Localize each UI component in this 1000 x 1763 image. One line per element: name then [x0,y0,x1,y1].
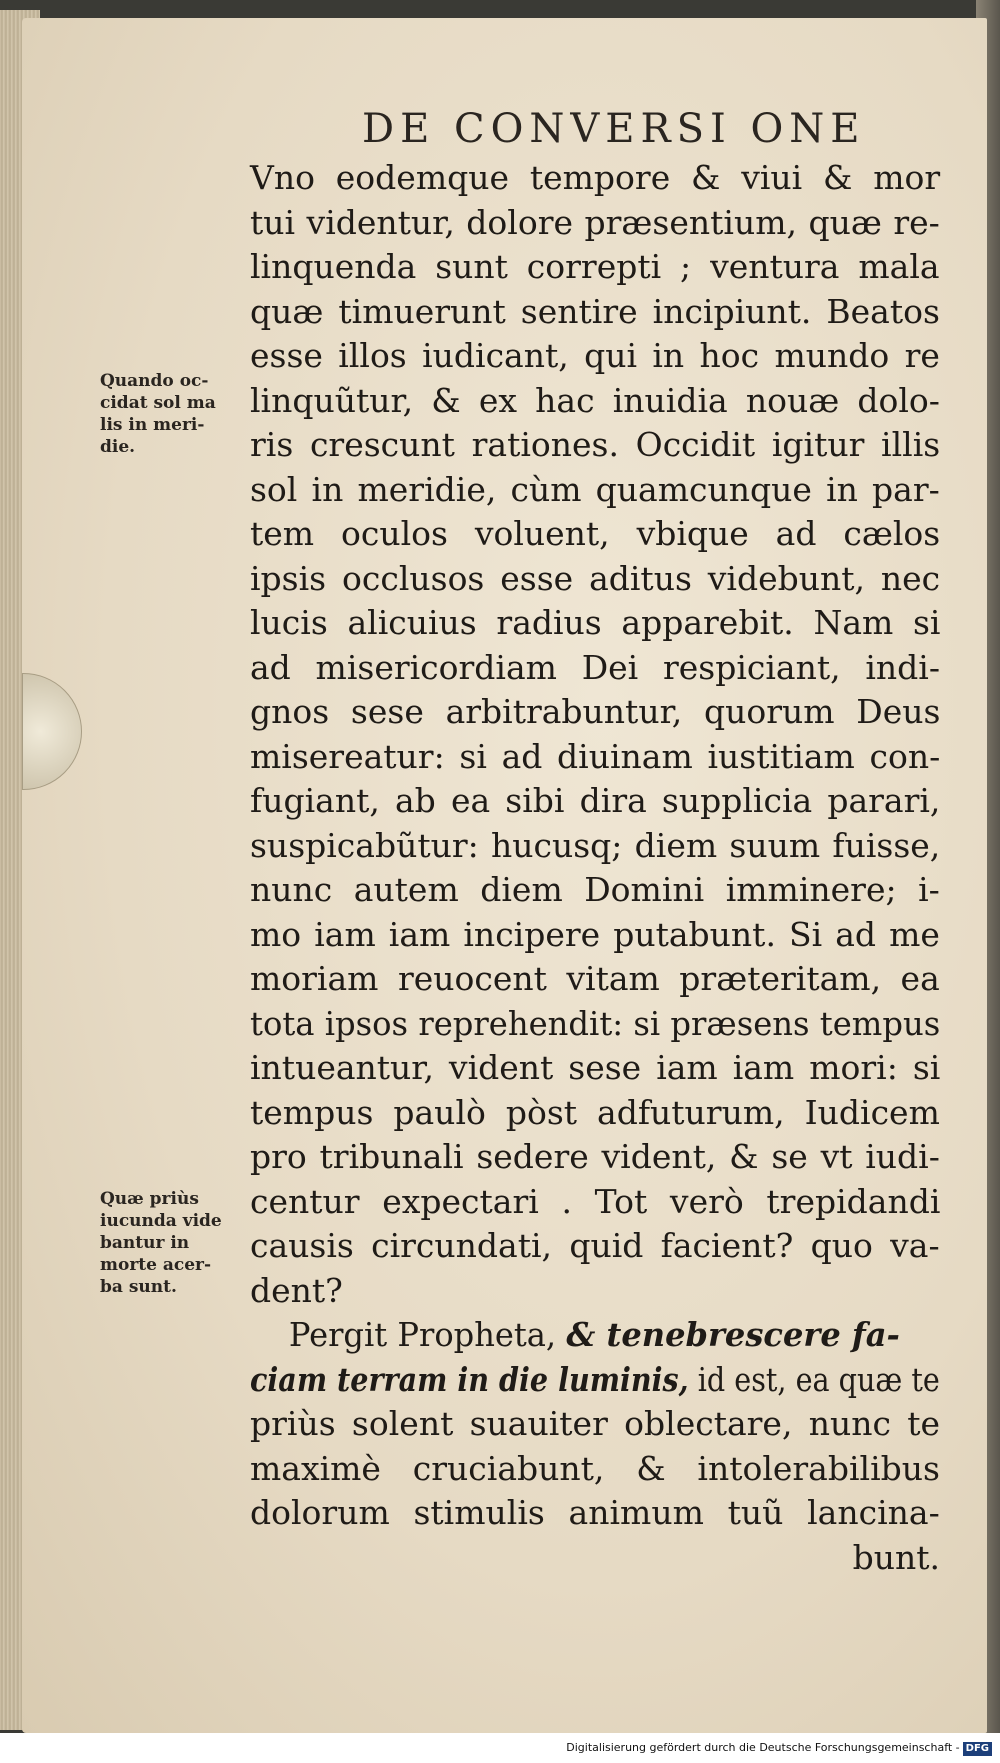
text-line: centur expectari . Tot verò trepidandi [250,1181,941,1221]
text-line: nunc autem diem Domini imminere; i- [250,870,940,909]
book-page [22,18,987,1733]
italic-quote: & tenebrescere fa- [566,1315,900,1354]
margin-note-line: cidat sol ma [100,393,216,413]
footer-credit-text: Digitalisierung gefördert durch die Deutsche Forschungsgemeinschaft - [566,1741,960,1754]
text-run: Pergit Propheta, [288,1315,567,1354]
text-line: maximè cruciabunt, & intolerabilibus [250,1448,940,1488]
text-line: tempus paulò pòst adfuturum, Iudicem [250,1092,940,1132]
text-line: ris crescunt rationes. Occidit igitur illis [250,425,941,464]
main-text [250,156,940,1580]
text-line: esse illos iudicant, qui in hoc mundo re [250,336,940,375]
text-line: linquenda sunt correpti ; ventura mala [250,247,940,286]
text-line: tem oculos voluent, vbique ad cælos [250,514,941,553]
text-line: tota ipsos reprehendit: si præsens tempus [250,1003,941,1043]
text-line: priùs solent suauiter oblectare, nunc te [250,1404,941,1443]
margin-note-line: Quando oc- [100,371,209,391]
margin-note-line: lis in meri- [100,415,205,435]
text-line: causis circundati, quid facient? quo va- [250,1226,940,1265]
margin-note-line: bantur in [100,1233,190,1253]
text-line: sol in meridie, cùm quamcunque in par- [250,469,940,509]
text-line: linquũtur, & ex hac inuidia nouæ dolo- [250,380,940,420]
paragraph-2-first-line [250,1313,921,1358]
text-line: suspicabũtur: hucusq; diem suum fuisse, [250,825,941,865]
margin-note-quando [100,370,260,458]
text-line: Vno eodemque tempore & viui & mor [250,158,941,197]
text-line: intueantur, vident sese iam iam mori: si [250,1048,941,1087]
text-line: ipsis occlusos esse aditus videbunt, nec [250,558,941,598]
text-line: moriam reuocent vitam præteritam, ea [250,959,940,998]
text-line: lucis alicuius radius apparebit. Nam si [250,603,941,642]
text-line: dolorum stimulis animum tuũ lancina- [250,1493,940,1532]
text-line: mo iam iam incipere putabunt. Si ad me [250,914,940,954]
book-clasp-image [22,673,82,790]
dfg-logo: DFG [963,1742,992,1756]
text-line: pro tribunali sedere vident, & se vt iudi- [250,1137,940,1176]
margin-note-line: ba sunt. [100,1277,177,1297]
text-line: fugiant, ab ea sibi dira supplicia parari, [250,781,941,820]
margin-note-quae-prius [100,1188,260,1298]
margin-note-line: iucunda vide [100,1211,222,1231]
text-run: id est, ea quæ te [688,1359,940,1399]
paragraph-2-second-line [250,1358,940,1403]
text-line: tui videntur, dolore præsentium, quæ re- [250,202,940,242]
italic-quote: ciam terram in die luminis, [250,1359,689,1399]
text-line: quæ timuerunt sentire incipiunt. Beatos [250,291,940,331]
text-line: dent? [250,1270,343,1310]
text-line: misereatur: si ad diuinam iustitiam con- [250,736,941,776]
margin-note-line: Quæ priùs [100,1189,199,1209]
text-line-last: bunt. [852,1537,940,1577]
text-line: ad misericordiam Dei respiciant, indi- [250,647,940,687]
margin-note-line: morte acer- [100,1255,212,1275]
page-header: DE CONVERSI ONE [362,106,866,152]
text-line: gnos sese arbitrabuntur, quorum Deus [250,692,941,731]
digitization-footer [0,1733,1000,1763]
margin-note-line: die. [100,437,136,457]
